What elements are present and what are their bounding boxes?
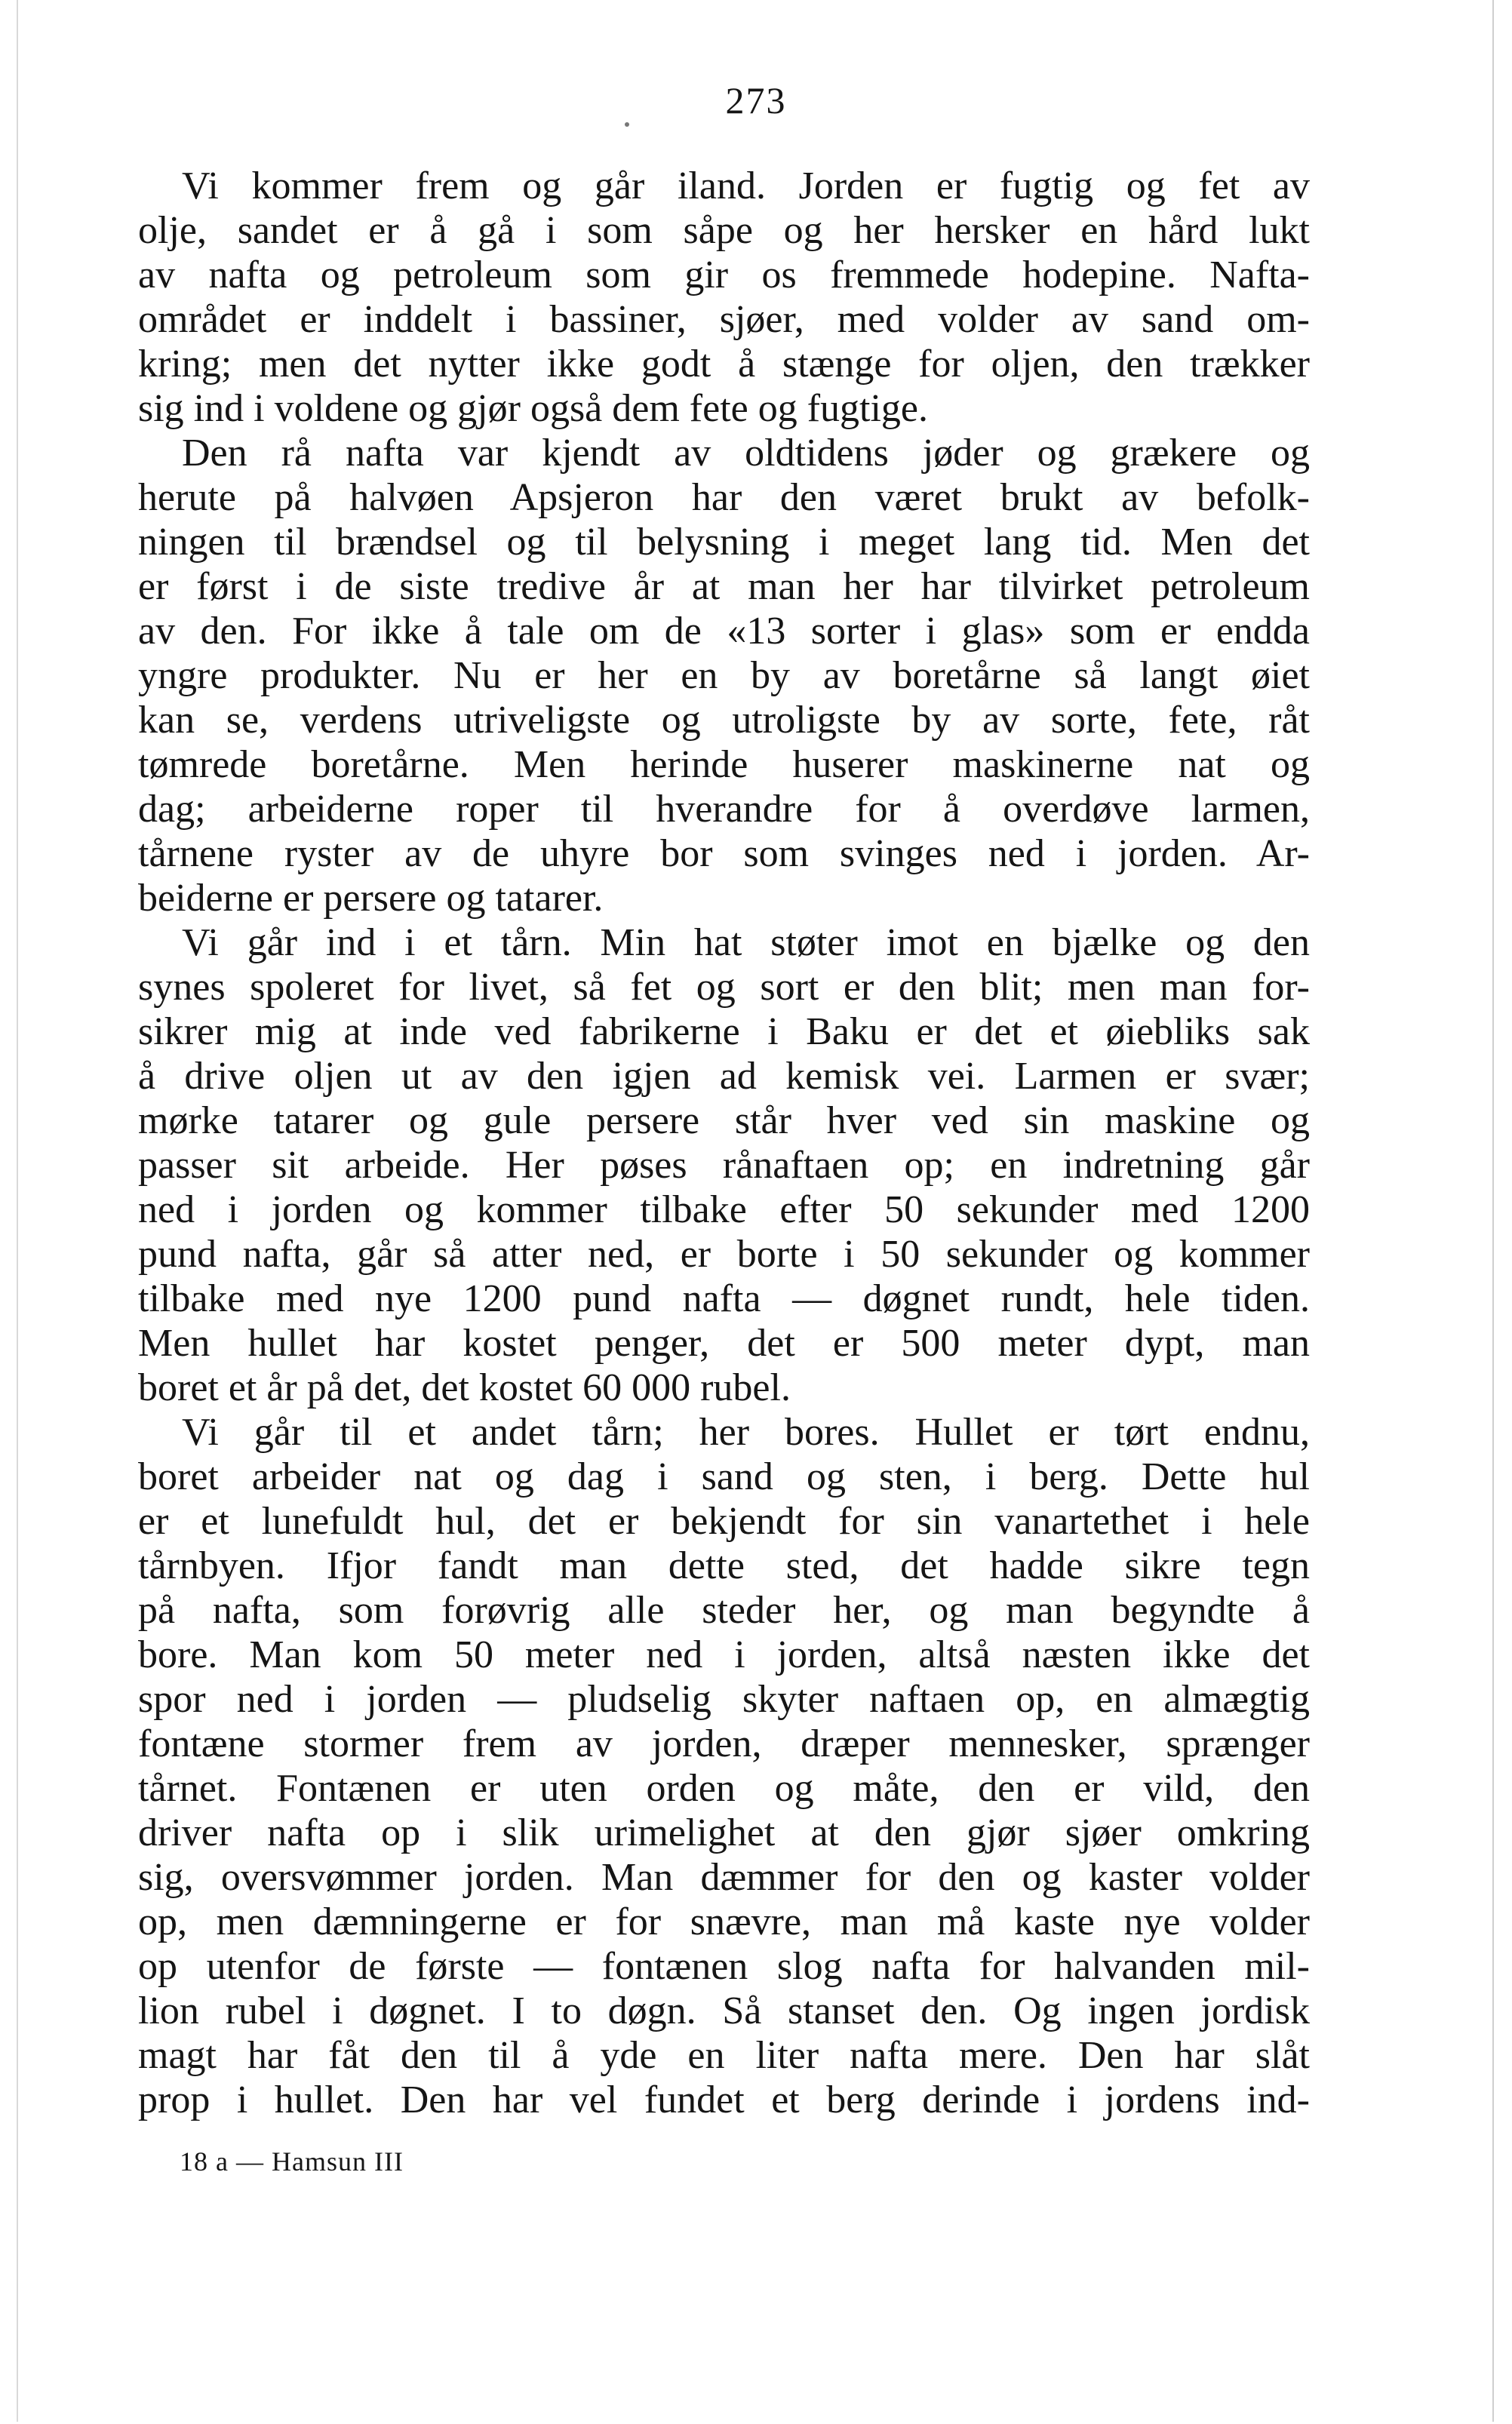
text-line: Vi kommer frem og går iland. Jorden er fugtig og fet av: [182, 164, 1310, 207]
text-line: herute på halvøen Apsjeron har den været brukt av befolk-: [138, 476, 1310, 519]
text-line: området er inddelt i bassiner, sjøer, med volder av sand om-: [138, 298, 1310, 341]
text-line: sig ind i voldene og gjør også dem fete og fugtige.: [138, 387, 929, 430]
text-line: sig, oversvømmer jorden. Man dæmmer for den og kaster volder: [138, 1856, 1310, 1899]
text-line: op utenfor de første — fontænen slog nafta for halvanden mil-: [138, 1945, 1310, 1988]
text-line: prop i hullet. Den har vel fundet et berg derinde i jordens ind-: [138, 2078, 1310, 2121]
text-line: av nafta og petroleum som gir os fremmede hodepine. Nafta-: [138, 253, 1310, 296]
text-line: boret et år på det, det kostet 60 000 rubel.: [138, 1366, 791, 1409]
text-line: boret arbeider nat og dag i sand og sten, i berg. Dette hul: [138, 1455, 1310, 1498]
footer-signature: 18 a — Hamsun III: [180, 2146, 404, 2177]
text-line: Vi går til et andet tårn; her bores. Hullet er tørt endnu,: [182, 1411, 1310, 1454]
text-line: fontæne stormer frem av jorden, dræper mennesker, sprænger: [138, 1722, 1310, 1765]
text-line: er et lunefuldt hul, det er bekjendt for sin vanartethet i hele: [138, 1500, 1310, 1543]
text-line: olje, sandet er å gå i som såpe og her hersker en hård lukt: [138, 209, 1310, 252]
text-line: lion rubel i døgnet. I to døgn. Så stanset den. Og ingen jordisk: [138, 1989, 1310, 2032]
text-line: sikrer mig at inde ved fabrikerne i Baku er det et øiebliks sak: [138, 1010, 1310, 1053]
text-line: beiderne er persere og tatarer.: [138, 877, 604, 920]
text-line: magt har fåt den til å yde en liter nafta mere. Den har slåt: [138, 2034, 1310, 2077]
text-line: tårnet. Fontænen er uten orden og måte, den er vild, den: [138, 1767, 1310, 1810]
text-line: tilbake med nye 1200 pund nafta — døgnet rundt, hele tiden.: [138, 1277, 1310, 1320]
text-line: tårnbyen. Ifjor fandt man dette sted, det hadde sikre tegn: [138, 1544, 1310, 1587]
text-line: å drive oljen ut av den igjen ad kemisk vei. Larmen er svær;: [138, 1055, 1310, 1098]
text-line: synes spoleret for livet, så fet og sort er den blit; men man for-: [138, 966, 1310, 1009]
text-line: kan se, verdens utriveligste og utroligste by av sorte, fete, råt: [138, 699, 1310, 742]
text-line: pund nafta, går så atter ned, er borte i 50 sekunder og kommer: [138, 1233, 1310, 1276]
text-line: Vi går ind i et tårn. Min hat støter imot en bjælke og den: [182, 921, 1310, 964]
text-line: dag; arbeiderne roper til hverandre for å overdøve larmen,: [138, 788, 1310, 831]
text-line: mørke tatarer og gule persere står hver ved sin maskine og: [138, 1099, 1310, 1142]
text-line: tårnene ryster av de uhyre bor som svinges ned i jorden. Ar-: [138, 832, 1310, 875]
page-number: 273: [725, 79, 787, 121]
text-line: på nafta, som forøvrig alle steder her, og man begyndte å: [138, 1589, 1310, 1632]
text-line: yngre produkter. Nu er her en by av boretårne så langt øiet: [138, 654, 1310, 697]
text-line: bore. Man kom 50 meter ned i jorden, altså næsten ikke det: [138, 1633, 1310, 1676]
text-line: passer sit arbeide. Her pøses rånaftaen op; en indretning går: [138, 1144, 1310, 1187]
text-line: ned i jorden og kommer tilbake efter 50 sekunder med 1200: [138, 1188, 1310, 1231]
text-line: er først i de siste tredive år at man her har tilvirket petroleum: [138, 565, 1310, 608]
text-line: ningen til brændsel og til belysning i meget lang tid. Men det: [138, 521, 1310, 564]
text-line: driver nafta op i slik urimelighet at den gjør sjøer omkring: [138, 1811, 1310, 1854]
text-line: Den rå nafta var kjendt av oldtidens jøder og grækere og: [182, 432, 1310, 475]
print-speck: [625, 122, 629, 127]
text-line: tømrede boretårne. Men herinde huserer maskinerne nat og: [138, 743, 1310, 786]
text-line: Men hullet har kostet penger, det er 500 meter dypt, man: [138, 1322, 1310, 1365]
text-line: spor ned i jorden — pludselig skyter naftaen op, en almægtig: [138, 1678, 1310, 1721]
body-text: [138, 164, 1310, 2122]
text-line: op, men dæmningerne er for snævre, man må kaste nye volder: [138, 1900, 1310, 1943]
text-line: av den. For ikke å tale om de «13 sorter i glas» som er endda: [138, 610, 1310, 653]
text-line: kring; men det nytter ikke godt å stænge for oljen, den trækker: [138, 343, 1310, 386]
